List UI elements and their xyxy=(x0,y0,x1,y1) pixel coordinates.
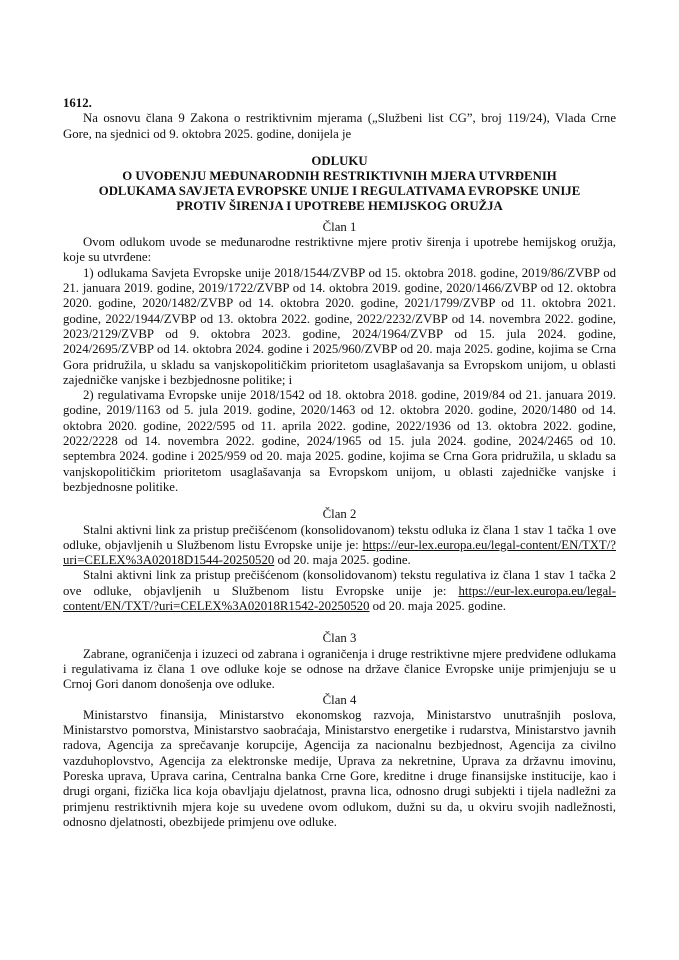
decision-number: 1612. xyxy=(63,96,92,110)
article-4-heading: Član 4 xyxy=(322,692,357,707)
document-title xyxy=(63,154,616,214)
article-2-paragraph-1 xyxy=(63,523,616,569)
title-line: PROTIV ŠIRENJA I UPOTREBE HEMIJSKOG ORUŽJA xyxy=(176,198,503,213)
title-line: ODLUKAMA SAVJETA EVROPSKE UNIJE I REGULATIVAMA EVROPSKE UNIJE xyxy=(98,183,581,198)
article-1-item-2: 2) regulativama Evropske unije 2018/1542 od 18. oktobra 2018. godine, 2019/84 od 21. januara 2019. godine, 2019/1163 od 5. jula 2019. godine, 2020/1463 od 12. oktobra 2020. godine, 2020/1480 od 14. oktobra 2020. godine, 2022/595 od 11. aprila 2022. godine, 2022/1936 od 13. oktobra 2022. godine, 2022/2228 od 14. novembra 2022. godine, 2024/1965 od 15. jula 2024. godine, 2024/2465 od 10. septembra 2024. godine i 2025/959 od 20. maja 2025. godine, kojima se Crna Gora pridružila, u skladu sa vanjskopolitičkim prioritetom usaglašavanja sa Evropskom unijom, u oblasti zajedničke vanjske i bezbjednosne politike. xyxy=(63,388,616,494)
article-4-paragraph: Ministarstvo finansija, Ministarstvo ekonomskog razvoja, Ministarstvo unutrašnjih poslova, Ministarstvo pomorstva, Ministarstvo saobraćaja, Ministarstvo energetike i rudarstva, Ministarstvo javnih radova, Agencija za sprečavanje korupcije, Agencija za nacionalnu bezbjednost, Agencija za civilno vazduhoplovstvo, Agencija za elektronske medije, Uprava za nekretnine, Uprava za državnu imovinu, Poreska uprava, Uprava carina, Centralna banka Crne Gore, kreditne i druge finansijske institucije, kao i drugi organi, fizička lica koja obavljaju djelatnost, pravna lica, odnosno drugi subjekti i tijela nadležni za primjenu restriktivnih mjera koje su uvedene ovom odlukom, dužni su da, u okviru svojih nadležnosti, odnosno djelatnosti, obezbijede primjenu ove odluke. xyxy=(63,707,616,829)
document-page xyxy=(63,96,616,830)
article-2-heading: Član 2 xyxy=(322,507,357,522)
text: od 20. maja 2025. godine. xyxy=(274,553,411,568)
article-1-paragraph: Ovom odlukom uvode se međunarodne restriktivne mjere protiv širenja i upotrebe hemijskog oružja, koje su utvrđene: xyxy=(63,235,616,265)
preamble: Na osnovu člana 9 Zakona o restriktivnim mjerama („Službeni list CG”, broj 119/24), Vlada Crne Gore, na sjednici od 9. oktobra 2025. godine, donijela je xyxy=(63,111,616,141)
article-3-paragraph: Zabrane, ograničenja i izuzeci od zabrana i ograničenja i druge restriktivne mjere predviđene odlukama i regulativama iz člana 1 ove odluke koje se odnose na države članice Evropske unije primjenjuju se u Crnoj Gori danom donošenja ove odluke. xyxy=(63,646,616,692)
article-1-heading: Član 1 xyxy=(322,219,357,234)
title-line: ODLUKU xyxy=(311,153,368,168)
text: Stalni aktivni link za pristup prečišćenom (konsolidovanom) tekstu odluka iz člana 1 stav 1 tačka 1 ove odluke, objavljenih u Službenom listu Evropske unije je: xyxy=(63,522,616,552)
article-2-paragraph-2 xyxy=(63,568,616,614)
eur-lex-regulation-link[interactable]: https://eur-lex.europa.eu/legal-content/EN/TXT/?uri=CELEX%3A02018R1542-20250520 xyxy=(63,583,616,614)
title-line: O UVOĐENJU MEĐUNARODNIH RESTRIKTIVNIH MJERA UTVRĐENIH xyxy=(122,168,557,183)
text: od 20. maja 2025. godine. xyxy=(369,599,506,614)
article-1-item-1: 1) odlukama Savjeta Evropske unije 2018/1544/ZVBP od 15. oktobra 2018. godine, 2019/86/ZVBP od 21. januara 2019. godine, 2019/1722/ZVBP od 14. oktobra 2019. godine, 2020/1466/ZVBP od 12. oktobra 2020. godine, 2020/1482/ZVBP od 14. oktobra 2020. godine, 2021/1799/ZVBP od 11. oktobra 2021. godine, 2022/1944/ZVBP od 13. oktobra 2022. godine, 2022/2232/ZVBP od 14. novembra 2022. godine, 2023/2129/ZVBP od 9. oktobra 2023. godine, 2024/1964/ZVBP od 15. jula 2024. godine, 2024/2695/ZVBP od 14. oktobra 2024. godine i 2025/960/ZVBP od 20. maja 2025. godine, kojima se Crna Gora pridružila, u skladu sa vanjskopolitičkim prioritetom usaglašavanja sa Evropskom unijom, u oblasti zajedničke vanjske i bezbjednosne politike; i xyxy=(63,265,616,387)
article-3-heading: Član 3 xyxy=(322,631,357,646)
eur-lex-decision-link[interactable]: https://eur-lex.europa.eu/legal-content/EN/TXT/?uri=CELEX%3A02018D1544-20250520 xyxy=(63,537,616,568)
text: Stalni aktivni link za pristup prečišćenom (konsolidovanom) tekstu regulativa iz člana 1 stav 1 tačka 2 ove odluke, objavljenih u Službenom listu Evropske unije je: xyxy=(63,568,616,598)
